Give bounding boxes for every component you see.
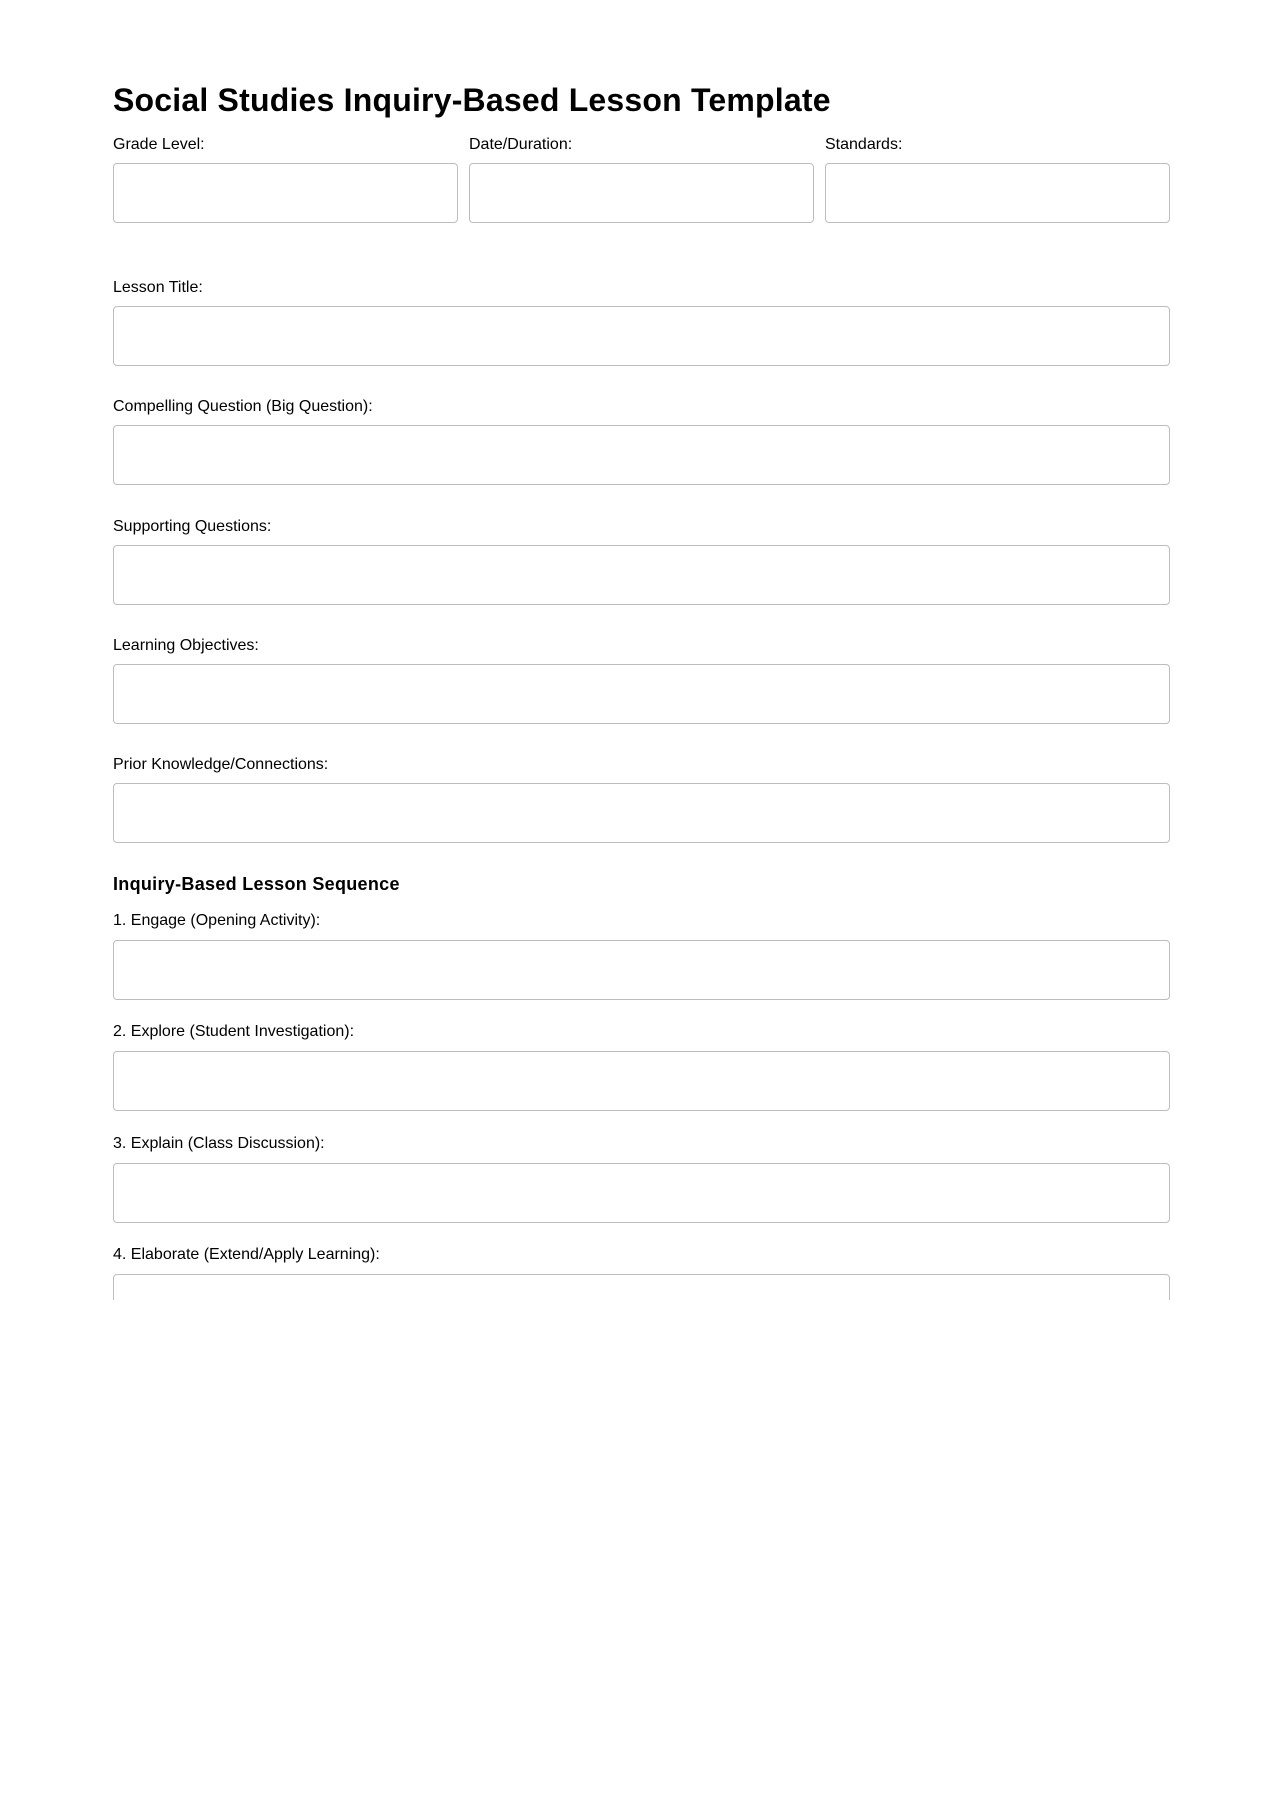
supporting-questions-field[interactable] [113,545,1170,605]
elaborate-field[interactable] [113,1274,1170,1300]
learning-objectives-field[interactable] [113,664,1170,724]
sequence-heading: Inquiry-Based Lesson Sequence [113,874,400,894]
lesson-title-label: Lesson Title: [113,279,203,296]
grade-level-field[interactable] [113,163,458,223]
grade-level-label: Grade Level: [113,136,205,153]
explain-field[interactable] [113,1163,1170,1223]
date-duration-label: Date/Duration: [469,136,573,153]
explore-field[interactable] [113,1051,1170,1111]
compelling-question-field[interactable] [113,425,1170,485]
elaborate-field-clip [113,1274,1170,1300]
page-title: Social Studies Inquiry-Based Lesson Template [113,82,831,118]
supporting-questions-label: Supporting Questions: [113,518,272,535]
date-duration-field[interactable] [469,163,814,223]
standards-label: Standards: [825,136,903,153]
learning-objectives-label: Learning Objectives: [113,637,259,654]
explain-label: 3. Explain (Class Discussion): [113,1135,325,1152]
engage-field[interactable] [113,940,1170,1000]
prior-knowledge-field[interactable] [113,783,1170,843]
prior-knowledge-label: Prior Knowledge/Connections: [113,756,329,773]
lesson-title-field[interactable] [113,306,1170,366]
explore-label: 2. Explore (Student Investigation): [113,1023,355,1040]
elaborate-label: 4. Elaborate (Extend/Apply Learning): [113,1246,380,1263]
standards-field[interactable] [825,163,1170,223]
compelling-question-label: Compelling Question (Big Question): [113,398,373,415]
engage-label: 1. Engage (Opening Activity): [113,912,321,929]
